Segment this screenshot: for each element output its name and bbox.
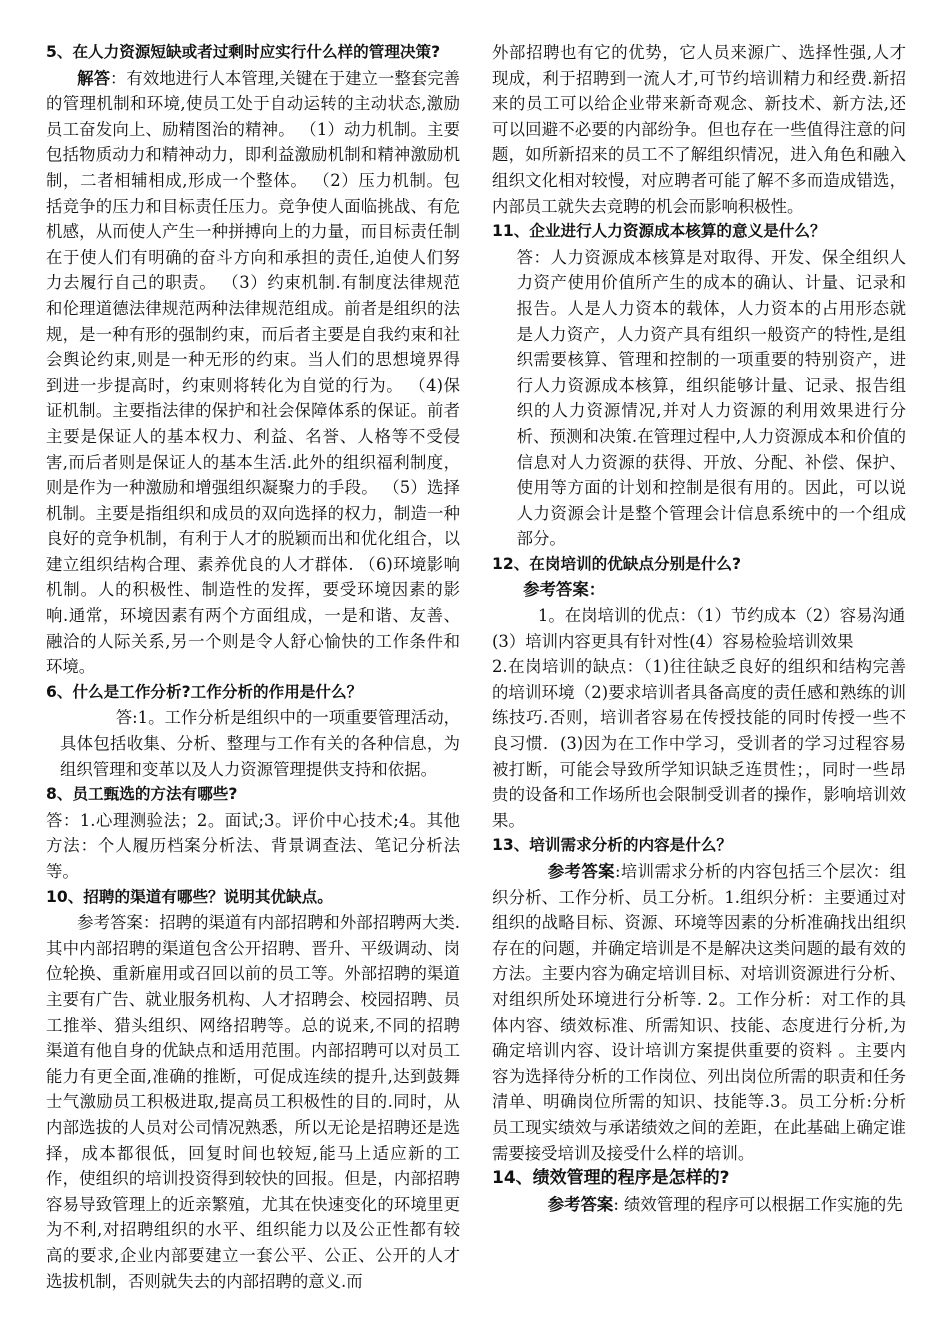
question-12-title: 12、在岗培训的优缺点分别是什么? <box>492 554 742 573</box>
question-10-answer-continued: 外部招聘也有它的优势，它人员来源广、选择性强,人才现成，利于招聘到一流人才,可节约培训精力和经费.新招来的员工可以给企业带来新奇观念、新技术、新方法,还可以回避不必要的内部纷争。但也存在一些值得注意的问题，如所新招来的员工不了解组织情况，进入角色和融入组织文化相对较慢，对应聘者可能了解不多而造成错选，内部员工就失去竞聘的机会而影响积极性。 <box>492 43 906 216</box>
question-5-answer <box>46 66 460 680</box>
question-13-title: 13、培训需求分析的内容是什么？ <box>492 836 733 855</box>
question-12-advantages-cont: (3）培训内容更具有针对性(4）容易检验培训效果 <box>492 631 854 651</box>
question-8-title: 8、员工甄选的方法有哪些? <box>46 785 238 804</box>
question-8-answer: 答：1.心理测验法；2。面试;3。评价中心技术;4。其他方法：个人履历档案分析法、背景调查法、笔记分析法等。 <box>46 810 460 881</box>
right-column <box>492 40 906 1217</box>
question-14-title: 14、绩效管理的程序是怎样的? <box>492 1168 730 1189</box>
question-10-title: 10、招聘的渠道有哪些？说明其优缺点。 <box>46 887 333 906</box>
question-13-answer <box>492 859 906 1166</box>
answer-lead: 参考答案 <box>547 1194 614 1214</box>
question-12-advantages: 1。在岗培训的优点：（1）节约成本（2）容易沟通 <box>537 606 906 626</box>
answer-lead: 解答 <box>77 68 110 88</box>
question-11-title: 11、企业进行人力资源成本核算的意义是什么？ <box>492 222 826 241</box>
left-column <box>46 40 460 1294</box>
question-12-disadvantages: 2.在岗培训的缺点：（1)往往缺乏良好的组织和结构完善的培训环境（2)要求培训者具备高度的责任感和熟练的训练技巧.否则，培训者容易在传授技能的同时传授一些不良习惯．(3)因为在工作中学习，受训者的学习过程容易被打断，可能会导致所学知识缺乏连贯性；，同时一些昂贵的设备和工作场所也会限制受训者的操作，影响培训效果。 <box>492 657 906 830</box>
question-6-answer: 答:1。工作分析是组织中的一项重要管理活动，具体包括收集、分析、整理与工作有关的各种信息，为组织管理和变革以及人力资源管理提供支持和依据。 <box>60 708 460 779</box>
question-10-answer: 参考答案：招聘的渠道有内部招聘和外部招聘两大类.其中内部招聘的渠道包含公开招聘、晋升、平级调动、岗位轮换、重新雇用或召回以前的员工等。外部招聘的渠道主要有广告、就业服务机构、人才招聘会、校园招聘、员工推举、猎头组织、网络招聘等。总的说来,不同的招聘渠道有他自身的优缺点和适用范围。内部招聘可以对员工能力有更全面,准确的推断，可促成连续的提升,达到鼓舞士气激励员工积极进取,提高员工积极性的目的.同时，从内部选拔的人员对公司情况熟悉，所以无论是招聘还是选择，成本都很低，回复时间也较短,能马上适应新的工作，使组织的培训投资得到较快的回报。但是，内部招聘容易导致管理上的近亲繁殖，尤其在快速变化的环境里更为不利,对招聘组织的水平、组织能力以及公正性都有较高的要求,企业内部要建立一套公平、公正、公开的人才选拔机制，否则就失去的内部招聘的意义.而 <box>46 913 460 1291</box>
answer-body: :培训需求分析的内容包括三个层次：组织分析、工作分析、员工分析。1.组织分析：主要通过对组织的战略目标、资源、环境等因素的分析准确找出组织存在的问题，并确定培训是不是解决这类问题的最有效的方法。主要内容为确定培训目标、对培训资源进行分析、对组织所处环境进行分析等. 2。工作分析：对工作的具体内容、绩效标准、所需知识、技能、态度进行分析,为确定培训内容、设计培训方案提供重要的资料 。主要内容为选择待分析的工作岗位、列出岗位所需的职责和任务清单、明确岗位所需的知识、技能等.3。员工分析:分析员工现实绩效与承诺绩效之间的差距，在此基础上确定谁需要接受培训及接受什么样的培训。 <box>492 862 906 1163</box>
answer-lead: 参考答案 <box>547 862 615 881</box>
question-11-answer: 答：人力资源成本核算是对取得、开发、保全组织人力资产使用价值所产生的成本的确认、计量、记录和报告。人是人力资本的载体，人力资本的占用形态就是人力资产，人力资产具有组织一般资产的特性,是组织需要核算、管理和控制的一项重要的特别资产，进行人力资源成本核算，组织能够计量、记录、报告组织的人力资源情况,并对人力资源的利用效果进行分析、预测和决策.在管理过程中,人力资源成本和价值的信息对人力资源的获得、开放、分配、补偿、保护、使用等方面的计划和控制是很有用的。因此，可以说人力资源会计是整个管理会计信息系统中的一个组成部分。 <box>516 247 906 549</box>
question-6-title: 6、什么是工作分析?工作分析的作用是什么？ <box>46 682 363 701</box>
question-14-answer <box>492 1192 906 1218</box>
question-5-title: 5、在人力资源短缺或者过剩时应实行什么样的管理决策? <box>46 43 441 61</box>
question-12-lead: 参考答案： <box>523 580 606 600</box>
answer-body: : 绩效管理的程序可以根据工作实施的先 <box>613 1194 903 1214</box>
answer-body: ：有效地进行人本管理,关键在于建立一整套完善的管理机制和环境,使员工处于自动运转的主动状态,激励员工奋发向上、励精图治的精神。 （1）动力机制。主要包括物质动力和精神动力，即利益激励机制和精神激励机制，二者相辅相成,形成一个整体。 （2）压力机制。包括竞争的压力和目标责任压力。竞争使人面临挑战、有危机感，从而使人产生一种拼搏向上的力量，而目标责任制在于使人们有明确的奋斗方向和承担的责任,迫使人们努力去履行自己的职责。 （3）约束机制.有制度法律规范和伦理道德法律规范两种法律规范组成。前者是组织的法规，是一种有形的强制约束，而后者主要是自我约束和社会舆论约束,则是一种无形的约束。当人们的思想境界得到进一步提高时，约束则将转化为自觉的行为。 （4)保证机制。主要指法律的保护和社会保障体系的保证。前者主要是保证人的基本权力、利益、名誉、人格等不受侵害,而后者则是保证人的基本生活.此外的组织福利制度，则是作为一种激励和增强组织凝聚力的手段。 （5）选择机制。主要是指组织和成员的双向选择的权力，制造一种良好的竞争机制，有利于人才的脱颖而出和优化组合，以建立组织结构合理、素养优良的人才群体. （6)环境影响机制。人的积极性、制造性的发挥，要受环境因素的影响.通常，环境因素有两个方面组成，一是和谐、友善、融洽的人际关系,另一个则是令人舒心愉快的工作条件和环境。 <box>46 68 460 677</box>
